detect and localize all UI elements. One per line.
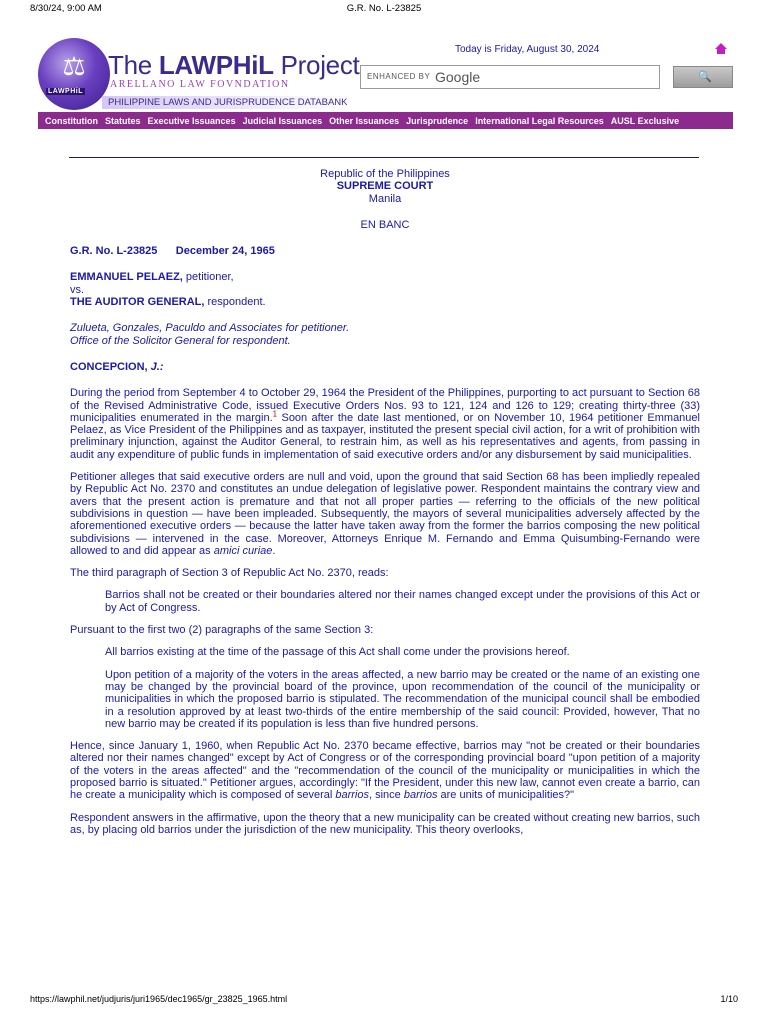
- city-line: Manila: [368, 192, 402, 205]
- print-datetime: 8/30/24, 9:00 AM: [30, 3, 102, 14]
- search-enhanced-label: ENHANCED BY: [367, 72, 431, 81]
- menu-jurisprudence[interactable]: Jurisprudence: [406, 115, 469, 126]
- google-label: Google: [435, 69, 481, 85]
- main-menu: [38, 112, 733, 129]
- home-icon[interactable]: [714, 42, 728, 56]
- scales-of-justice-icon: ⚖: [62, 51, 86, 81]
- versus: vs.: [70, 283, 85, 296]
- division-line: EN BANC: [360, 218, 410, 231]
- lawphil-logo[interactable]: [38, 38, 110, 110]
- paragraph-4: Pursuant to the first two (2) paragraphs of the same Section 3:: [70, 624, 374, 637]
- databank-subtitle: PHILIPPINE LAWS AND JURISPRUDENCE DATABANK: [102, 96, 354, 109]
- search-button[interactable]: [673, 66, 733, 88]
- menu-statutes[interactable]: Statutes: [105, 115, 141, 126]
- divider: [69, 157, 699, 158]
- gr-number: G.R. No. L-23825: [70, 245, 158, 258]
- respondent-line: THE AUDITOR GENERAL, respondent.: [70, 296, 266, 309]
- menu-constitution[interactable]: Constitution: [45, 115, 98, 126]
- paragraph-5: Hence, since January 1, 1960, when Republic Act No. 2370 became effective, barrios may "not be created or their boundaries altered nor their names changed" except by Act of Congress or of the corresponding provincial board "upon petition of a majority of the voters in the areas affected" and the "recommendation of the council of the municipality or municipalities in which the proposed barrio is situated." Petitioner argues, accordingly: "If the President, under this new law, cannot even create a barrio, can he create a municipality which is composed of several barrios, since barrios are units of municipalities?": [70, 740, 700, 802]
- footnote-link-1[interactable]: 1: [272, 409, 278, 419]
- page-number: 1/10: [720, 994, 738, 1004]
- court-line: SUPREME COURT: [336, 180, 434, 193]
- foundation-name: ARELLANO LAW FOVNDATION: [110, 79, 290, 90]
- case-heading: [70, 245, 700, 257]
- paragraph-2: Petitioner alleges that said executive orders are null and void, upon the ground that said Section 68 has been impliedly repealed by Republic Act No. 2370 and constitutes an undue delegation of legislative power. Respondent maintains the contrary view and avers that the present action is premature and that not all proper parties — referring to the officials of the new political subdivisions in question — have been impleaded. Subsequently, the mayors of several municipalities adversely affected by the aforementioned executive orders — because the latter have taken away from the former the barrios composing the new political subdivisions — intervened in the case. Moreover, Attorneys Enrique M. Fernando and Emma Quisumbing-Fernando were allowed to and did appear as amici curiae.: [70, 471, 700, 557]
- menu-ausl-exclusive[interactable]: AUSL Exclusive: [610, 115, 680, 126]
- menu-judicial-issuances[interactable]: Judicial Issuances: [242, 115, 323, 126]
- republic-line: Republic of the Philippines: [320, 168, 450, 180]
- menu-executive-issuances[interactable]: Executive Issuances: [147, 115, 236, 126]
- print-page-title: G.R. No. L-23825: [346, 3, 422, 14]
- decision-document: [70, 168, 700, 836]
- paragraph-1: During the period from September 4 to October 29, 1964 the President of the Philippines, purporting to act pursuant to Section 68 of the Revised Administrative Code, issued Executive Orders Nos. 93 to 121, 124 and 126 to 129; creating thirty-three (33) municipalities enumerated in the margin.$^1$ Soon after the date last mentioned, or on November 10, 1964 petitioner Emmanuel Pelaez, as Vice President of the Philippines and as taxpayer, instituted the present special civil action, for a writ of prohibition with preliminary injunction, against the Auditor General, to restrain him, as well as his representatives and agents, from passing in audit any expenditure of public funds in implementation of said executive orders and/or any disbursement by said municipalities.: [70, 387, 700, 461]
- menu-other-issuances[interactable]: Other Issuances: [329, 115, 400, 126]
- search-input[interactable]: [360, 65, 660, 89]
- search-icon: 🔍: [698, 71, 712, 83]
- site-title[interactable]: The LAWPHiL Project: [108, 50, 360, 80]
- page-url: https://lawphil.net/judjuris/juri1965/dec1965/gr_23825_1965.html: [30, 994, 288, 1004]
- petitioner-line: EMMANUEL PELAEZ, petitioner,: [70, 271, 234, 284]
- logo-label: LAWPHiL: [48, 88, 83, 95]
- ponente: CONCEPCION, J.:: [70, 360, 164, 373]
- decision-date: December 24, 1965: [175, 245, 275, 258]
- print-header: [0, 0, 768, 20]
- quote-3: Upon petition of a majority of the voters in the areas affected, a new barrio may be created or the name of an existing one may be changed by the provincial board of the province, upon recommendation of the council of the municipality or municipalities in which the proposed barrio is stipulated. The recommendation of the municipal council shall be embodied in a resolution approved by at least two-thirds of the entire membership of the said council: Provided, however, That no new barrio may be created if its population is less than five hundred persons.: [105, 668, 700, 730]
- menu-international-legal-resources[interactable]: International Legal Resources: [475, 115, 604, 126]
- today-date: Today is Friday, August 30, 2024: [455, 44, 600, 55]
- quote-2: All barrios existing at the time of the passage of this Act shall come under the provisions hereof.: [105, 646, 570, 659]
- quote-1: Barrios shall not be created or their boundaries altered nor their names changed except under the provisions of this Act or by Act of Congress.: [105, 589, 700, 614]
- counsel-petitioner: Zulueta, Gonzales, Paculdo and Associates for petitioner.: [70, 322, 350, 335]
- paragraph-6: Respondent answers in the affirmative, upon the theory that a new municipality can be created without creating new barrios, such as, by placing old barrios under the jurisdiction of the new municipality. This theory overlooks,: [70, 811, 700, 836]
- counsel-respondent: Office of the Solicitor General for respondent.: [70, 334, 291, 347]
- paragraph-3: The third paragraph of Section 3 of Republic Act No. 2370, reads:: [70, 567, 389, 580]
